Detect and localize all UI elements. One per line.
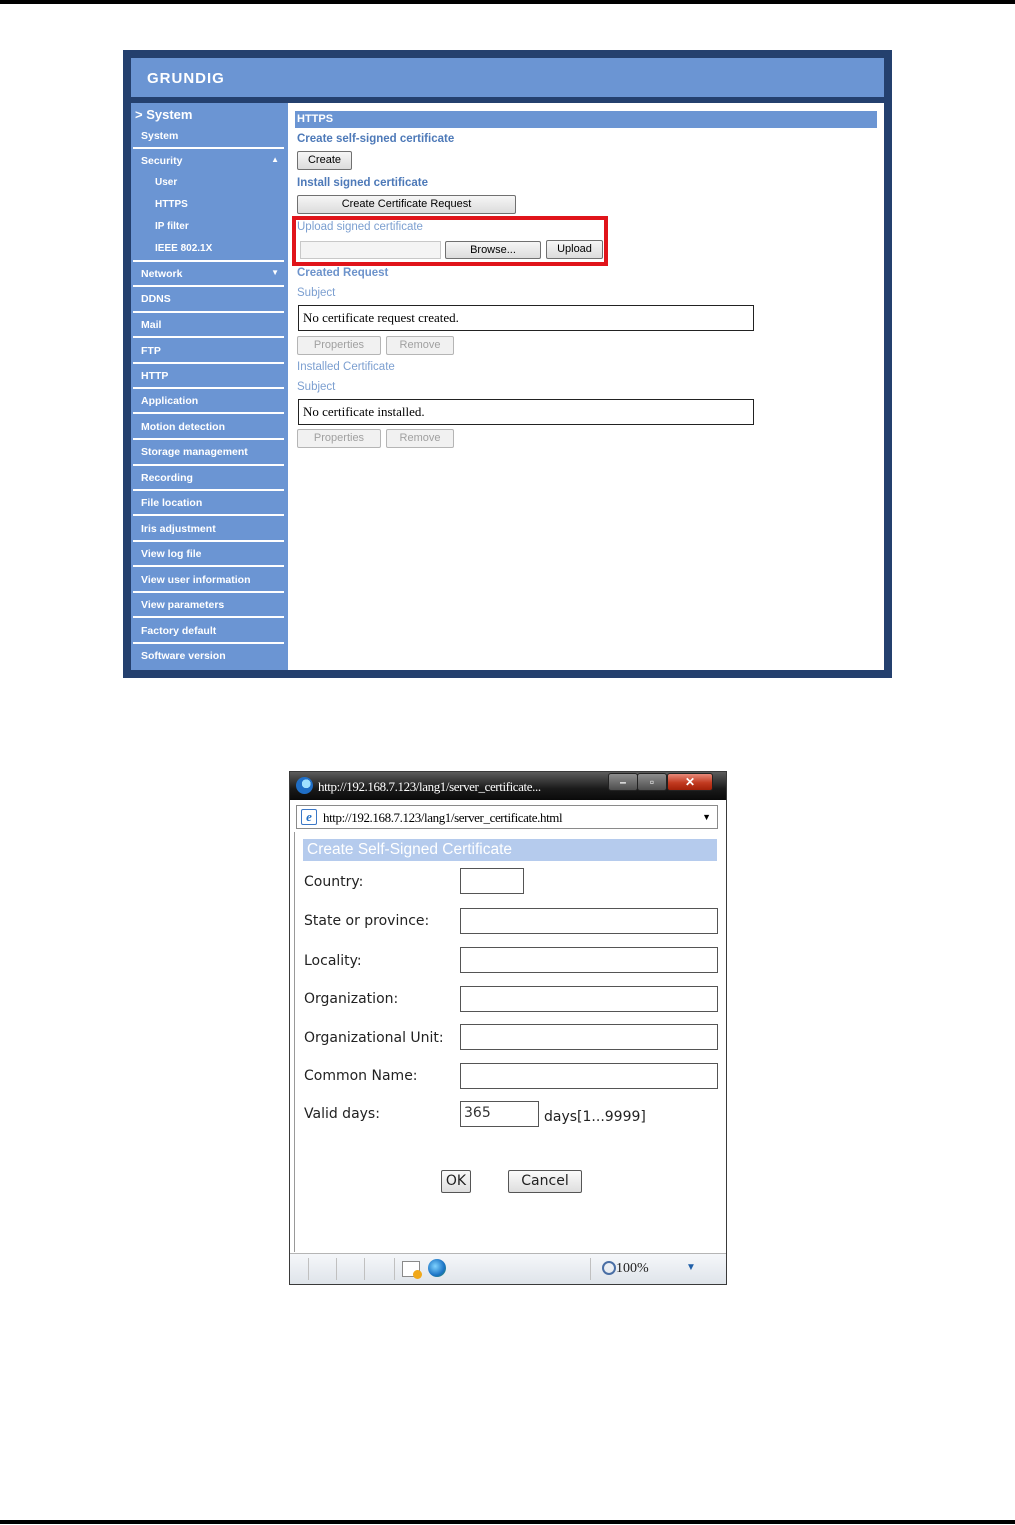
sidebar-item-user[interactable]: User bbox=[155, 177, 178, 188]
sidebar-item-storage-management[interactable]: Storage management bbox=[141, 446, 248, 458]
locality-label: Locality: bbox=[304, 953, 362, 969]
sidebar-item-ieee-8021x[interactable]: IEEE 802.1X bbox=[155, 243, 213, 254]
certificate-popup-window bbox=[289, 771, 727, 1285]
sidebar-item-http[interactable]: HTTP bbox=[141, 370, 169, 382]
dialog-title-bar: Create Self-Signed Certificate bbox=[303, 839, 717, 861]
status-divider bbox=[590, 1258, 591, 1280]
locality-field[interactable] bbox=[460, 947, 718, 973]
state-label: State or province: bbox=[304, 913, 430, 929]
sidebar-divider bbox=[133, 616, 284, 618]
page-icon: e bbox=[301, 809, 317, 825]
organization-label: Organization: bbox=[304, 991, 399, 1007]
org-unit-field[interactable] bbox=[460, 1024, 718, 1050]
organization-field[interactable] bbox=[460, 986, 718, 1012]
subject-label: Subject bbox=[297, 287, 336, 299]
request-subject-field: No certificate request created. bbox=[298, 305, 754, 331]
valid-days-label: Valid days: bbox=[304, 1106, 380, 1122]
bottom-rule bbox=[0, 1520, 1015, 1524]
sidebar-item-ftp[interactable]: FTP bbox=[141, 345, 161, 357]
sidebar-item-view-user-information[interactable]: View user information bbox=[141, 574, 251, 586]
sidebar-title: > System bbox=[135, 107, 193, 122]
sidebar-item-file-location[interactable]: File location bbox=[141, 497, 203, 509]
sidebar-divider bbox=[133, 387, 284, 389]
installed-certificate-title: Installed Certificate bbox=[297, 361, 395, 373]
state-field[interactable] bbox=[460, 908, 718, 934]
org-unit-label: Organizational Unit: bbox=[304, 1030, 444, 1046]
address-bar[interactable] bbox=[296, 805, 718, 829]
sidebar-item-system[interactable]: System bbox=[141, 130, 179, 142]
internet-explorer-icon bbox=[296, 777, 313, 794]
create-certificate-request-button[interactable]: Create Certificate Request bbox=[297, 195, 516, 214]
sidebar-divider bbox=[133, 260, 284, 262]
status-divider bbox=[394, 1258, 395, 1280]
sidebar-divider bbox=[133, 565, 284, 567]
cancel-button[interactable]: Cancel bbox=[508, 1170, 582, 1193]
sidebar-item-network[interactable]: Network ▼ bbox=[141, 268, 279, 280]
subject-label: Subject bbox=[297, 381, 336, 393]
common-name-label: Common Name: bbox=[304, 1068, 418, 1084]
sidebar-divider bbox=[133, 147, 284, 149]
sidebar-item-recording[interactable]: Recording bbox=[141, 472, 193, 484]
status-divider bbox=[364, 1258, 365, 1280]
internet-zone-icon[interactable] bbox=[428, 1259, 446, 1277]
sidebar-item-motion-detection[interactable]: Motion detection bbox=[141, 421, 225, 433]
sidebar-divider bbox=[133, 489, 284, 491]
common-name-field[interactable] bbox=[460, 1063, 718, 1089]
zoom-icon[interactable] bbox=[602, 1261, 616, 1275]
sidebar-divider bbox=[133, 311, 284, 313]
sidebar-item-factory-default[interactable]: Factory default bbox=[141, 625, 217, 637]
expand-arrow-icon: ▼ bbox=[271, 268, 279, 277]
sidebar-divider bbox=[133, 285, 284, 287]
status-bar bbox=[290, 1253, 726, 1284]
sidebar-divider bbox=[133, 362, 284, 364]
sidebar bbox=[131, 103, 288, 670]
maximize-button[interactable]: ▫ bbox=[637, 773, 667, 791]
sidebar-item-mail[interactable]: Mail bbox=[141, 319, 162, 331]
address-url: http://192.168.7.123/lang1/server_certificate.html bbox=[323, 810, 563, 825]
sidebar-item-https[interactable]: HTTPS bbox=[155, 199, 188, 210]
valid-days-field[interactable]: 365 bbox=[460, 1101, 539, 1127]
zoom-dropdown-icon[interactable]: ▼ bbox=[686, 1262, 696, 1273]
collapse-arrow-icon: ▲ bbox=[271, 155, 279, 164]
security-warning-icon[interactable] bbox=[402, 1261, 420, 1277]
top-rule bbox=[0, 0, 1015, 4]
header-bar bbox=[131, 58, 884, 97]
create-self-signed-title: Create self-signed certificate bbox=[297, 133, 455, 145]
remove-button[interactable]: Remove bbox=[386, 429, 454, 448]
properties-button[interactable]: Properties bbox=[297, 336, 381, 355]
country-field[interactable] bbox=[460, 868, 524, 894]
create-button[interactable]: Create bbox=[297, 151, 352, 170]
browse-button[interactable]: Browse... bbox=[445, 241, 541, 259]
upload-signed-label: Upload signed certificate bbox=[297, 221, 423, 233]
window-title: http://192.168.7.123/lang1/server_certificate... bbox=[318, 779, 541, 794]
sidebar-divider bbox=[133, 464, 284, 466]
remove-button[interactable]: Remove bbox=[386, 336, 454, 355]
status-divider bbox=[308, 1258, 309, 1280]
sidebar-item-view-log-file[interactable]: View log file bbox=[141, 548, 202, 560]
status-divider bbox=[336, 1258, 337, 1280]
install-signed-title: Install signed certificate bbox=[297, 177, 429, 189]
installed-subject-field: No certificate installed. bbox=[298, 399, 754, 425]
sidebar-item-ddns[interactable]: DDNS bbox=[141, 293, 171, 305]
ok-button[interactable]: OK bbox=[441, 1170, 471, 1193]
sidebar-divider bbox=[133, 591, 284, 593]
sidebar-divider bbox=[133, 642, 284, 644]
sidebar-item-ip-filter[interactable]: IP filter bbox=[155, 221, 189, 232]
valid-days-hint: days[1...9999] bbox=[544, 1109, 646, 1125]
close-button[interactable]: ✕ bbox=[667, 773, 713, 791]
minimize-button[interactable]: – bbox=[608, 773, 638, 791]
https-settings bbox=[288, 103, 884, 670]
sidebar-divider bbox=[133, 438, 284, 440]
window-title-bar bbox=[290, 772, 726, 800]
properties-button[interactable]: Properties bbox=[297, 429, 381, 448]
sidebar-item-application[interactable]: Application bbox=[141, 395, 199, 407]
country-label: Country: bbox=[304, 874, 364, 890]
admin-body bbox=[131, 103, 884, 670]
sidebar-divider bbox=[133, 336, 284, 338]
zoom-level[interactable]: 100% bbox=[616, 1261, 649, 1276]
sidebar-item-view-parameters[interactable]: View parameters bbox=[141, 599, 225, 611]
upload-button[interactable]: Upload bbox=[546, 240, 603, 259]
sidebar-item-software-version[interactable]: Software version bbox=[141, 650, 226, 662]
dropdown-arrow-icon[interactable]: ▼ bbox=[702, 812, 711, 822]
sidebar-item-security[interactable]: Security ▲ bbox=[141, 155, 279, 167]
grundig-logo: GRUNDIG bbox=[147, 70, 225, 87]
certificate-file-input[interactable] bbox=[300, 241, 441, 259]
dialog-content bbox=[294, 832, 723, 1252]
created-request-title: Created Request bbox=[297, 267, 389, 279]
sidebar-divider bbox=[133, 412, 284, 414]
section-header: HTTPS bbox=[295, 111, 877, 128]
sidebar-divider bbox=[133, 540, 284, 542]
sidebar-divider bbox=[133, 514, 284, 516]
camera-admin-panel bbox=[123, 50, 892, 678]
sidebar-item-iris-adjustment[interactable]: Iris adjustment bbox=[141, 523, 216, 535]
